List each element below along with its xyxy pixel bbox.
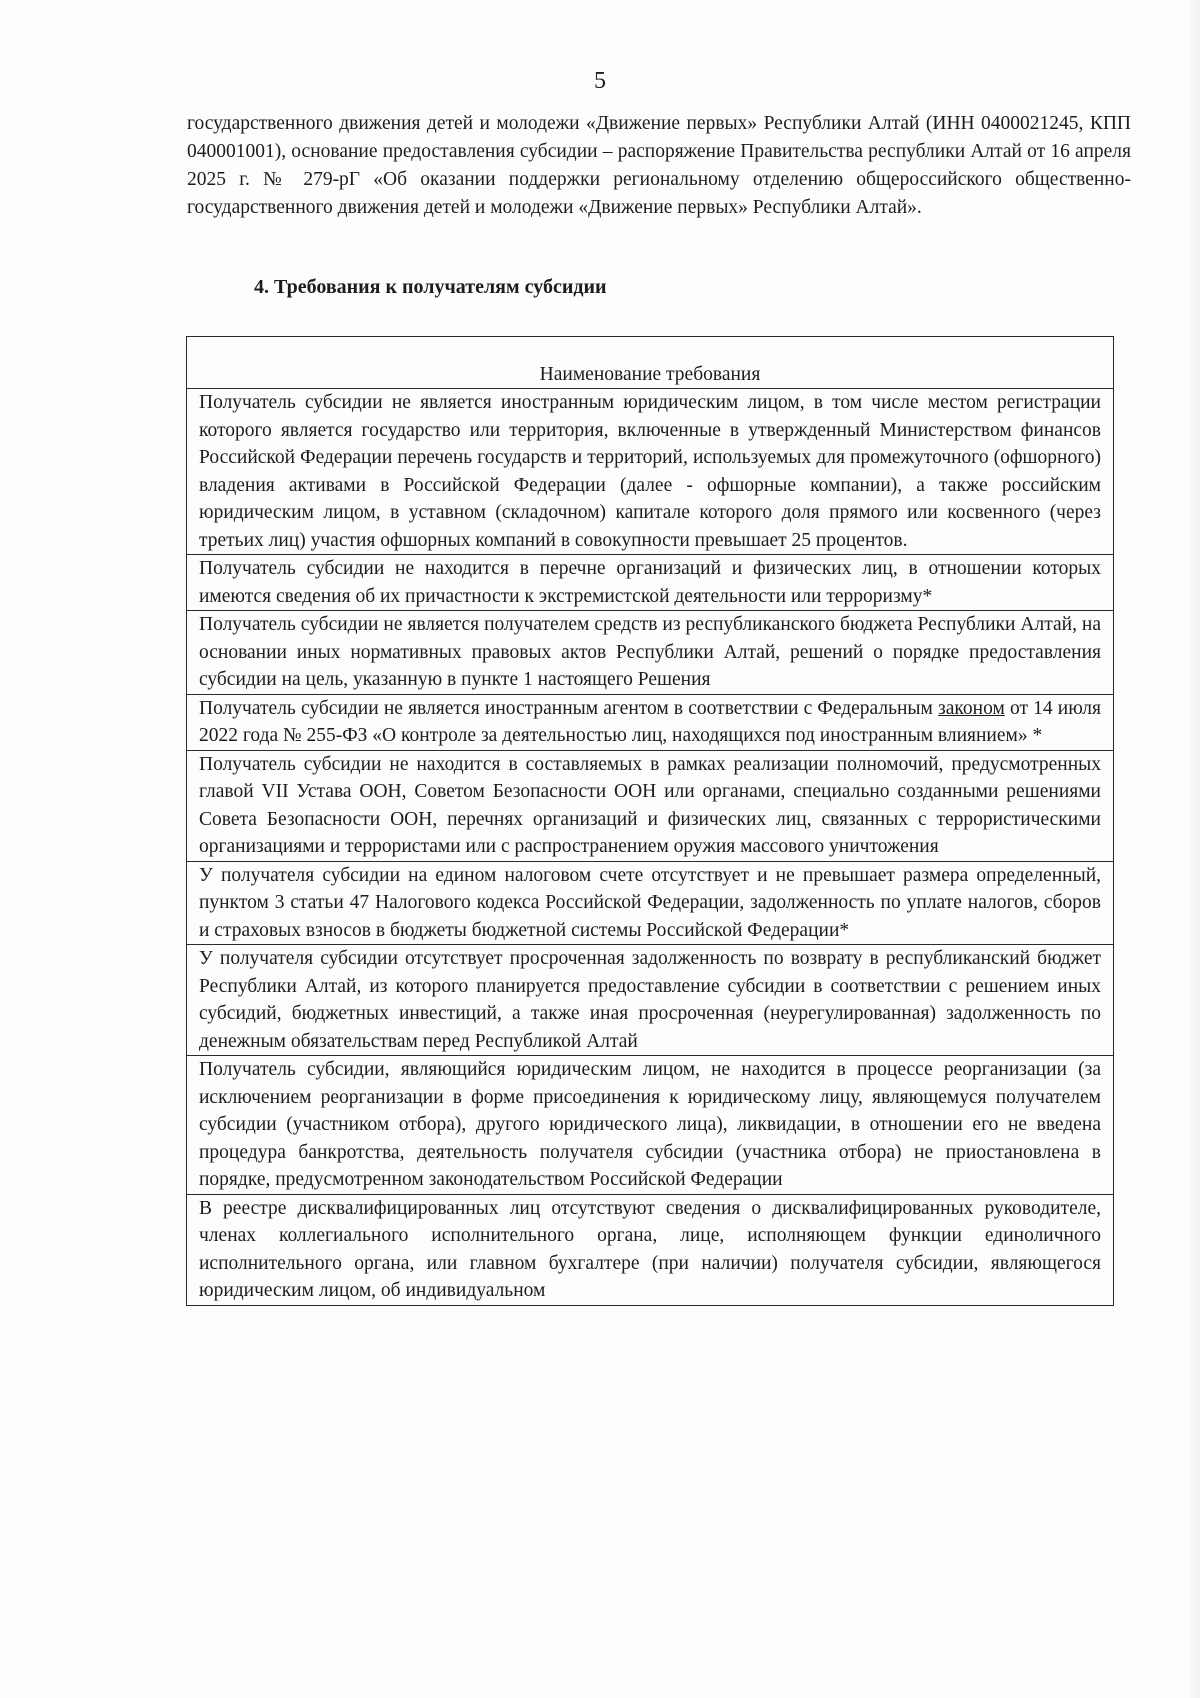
requirements-table [186,336,1114,1306]
requirement-cell: Получатель субсидии не является получателем средств из республиканского бюджета Республики Алтай, на основании иных нормативных правовых актов Республики Алтай, решений о порядке предоставления субсидии на цель, указанную в пункте 1 настоящего Решения [187,611,1114,695]
requirement-text-after-link: от 14 июля 2022 года № 255-ФЗ «О контроле за деятельностью лиц, находящихся под иностранным влиянием» * [199,697,1101,746]
table-header-cell: Наименование требования [187,337,1114,389]
requirement-cell: В реестре дисквалифицированных лиц отсутствуют сведения о дисквалифицированных руководителе, членах коллегиального исполнительного органа, лице, исполняющем функции единоличного исполнительного органа, или главном бухгалтере (при наличии) получателя субсидии, являющегося юридическим лицом, об индивидуальном [187,1194,1114,1305]
requirement-cell: У получателя субсидии на едином налоговом счете отсутствует и не превышает размера определенный, пунктом 3 статьи 47 Налогового кодекса Российской Федерации, задолженность по уплате налогов, сборов и страховых взносов в бюджеты бюджетной системы Российской Федерации* [187,861,1114,945]
law-link[interactable]: законом [938,697,1005,719]
requirement-cell: У получателя субсидии отсутствует просроченная задолженность по возврату в республиканский бюджет Республики Алтай, из которого планируется предоставление субсидии в соответствии с решением иных субсидий, бюджетных инвестиций, а также иная просроченная (неурегулированная) задолженность по денежным обязательствам перед Республикой Алтай [187,945,1114,1056]
table-row [187,611,1114,695]
table-header-row [187,337,1114,389]
section-title: 4. Требования к получателям субсидии [254,276,607,298]
table-row [187,1056,1114,1195]
requirement-cell: Получатель субсидии не находится в составляемых в рамках реализации полномочий, предусмотренных главой VII Устава ООН, Советом Безопасности ООН или органами, специально созданными решениями Совета Безопасности ООН, перечнях организаций и физических лиц, связанных с террористическими организациями и террористами или с распространением оружия массового уничтожения [187,750,1114,861]
intro-paragraph: государственного движения детей и молодежи «Движение первых» Республики Алтай (ИНН 0400021245, КПП 040001001), основание предоставления субсидии – распоряжение Правительства республики Алтай от 16 апреля 2025 г. № 279-рГ «Об оказании поддержки региональному отделению общероссийского общественно-государственного движения детей и молодежи «Движение первых» Республики Алтай». [187,113,1131,218]
table-row [187,1194,1114,1305]
table-row [187,861,1114,945]
page-number: 5 [594,68,606,94]
requirement-cell: Получатель субсидии, являющийся юридическим лицом, не находится в процессе реорганизации (за исключением реорганизации в форме присоединения к юридическому лицу, являющемуся получателем субсидии (участником отбора), другого юридического лица), ликвидации, в отношении его не введена процедура банкротства, деятельность получателя субсидии (участника отбора) не приостановлена в порядке, предусмотренном законодательством Российской Федерации [187,1056,1114,1195]
requirement-cell: Получатель субсидии не находится в перечне организаций и физических лиц, в отношении которых имеются сведения об их причастности к экстремистской деятельности или терроризму* [187,555,1114,611]
scan-edge [1186,0,1200,1698]
table-row [187,945,1114,1056]
table-row [187,750,1114,861]
table-row [187,694,1114,750]
requirement-cell [187,694,1114,750]
requirement-text-before-link: Получатель субсидии не является иностранным агентом в соответствии с Федеральным [199,697,939,719]
table-row [187,389,1114,555]
requirement-cell: Получатель субсидии не является иностранным юридическим лицом, в том числе местом регистрации которого является государство или территория, включенные в утвержденный Министерством финансов Российской Федерации перечень государств и территорий, используемых для промежуточного (офшорного) владения активами в Российской Федерации (далее - офшорные компании), а также российским юридическим лицом, в уставном (складочном) капитале которого доля прямого или косвенного (через третьих лиц) участия офшорных компаний в совокупности превышает 25 процентов. [187,389,1114,555]
table-row [187,555,1114,611]
